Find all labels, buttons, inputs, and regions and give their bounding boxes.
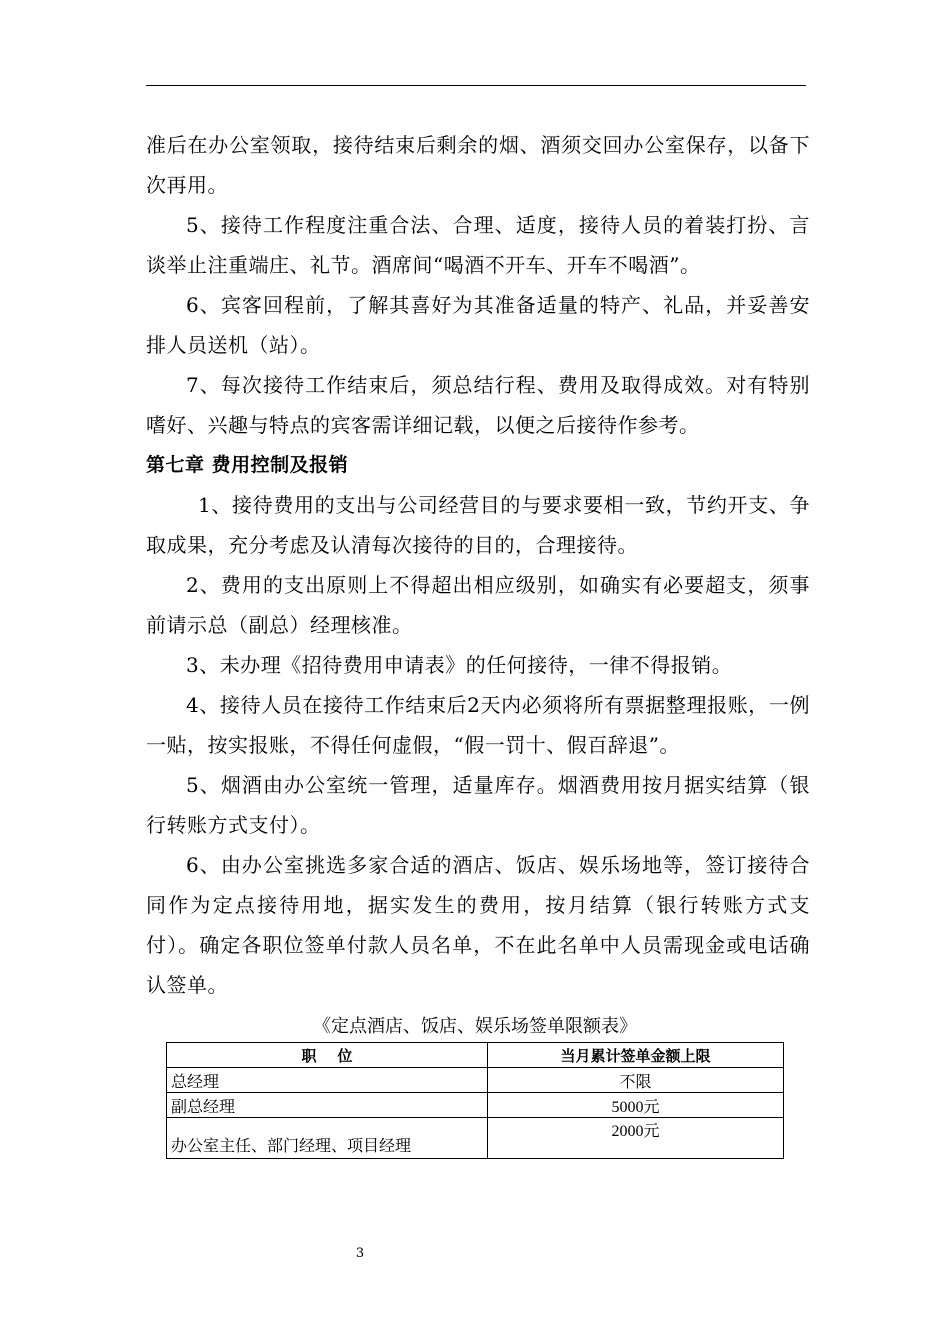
paragraph: 4、接待人员在接待工作结束后2天内必须将所有票据整理报账，一例一贴，按实报账，不得任何虚假，“假一罚十、假百辞退”。 xyxy=(146,693,810,757)
cell-limit: 5000元 xyxy=(488,1093,784,1118)
cell-limit: 2000元 xyxy=(488,1118,784,1159)
paragraph: 5、烟酒由办公室统一管理，适量库存。烟酒费用按月据实结算（银行转账方式支付）。 xyxy=(146,773,810,837)
cell-position: 办公室主任、部门经理、项目经理 xyxy=(167,1118,488,1159)
table-row xyxy=(167,1118,784,1159)
paragraph: 准后在办公室领取，接待结束后剩余的烟、酒须交回办公室保存，以备下次再用。 xyxy=(146,133,810,197)
header-limit: 当月累计签单金额上限 xyxy=(488,1043,784,1068)
paragraph: 1、接待费用的支出与公司经营目的与要求要相一致，节约开支、争取成果，充分考虑及认清每次接待的目的，合理接待。 xyxy=(146,493,810,557)
chapter-title: 第七章 费用控制及报销 xyxy=(146,454,349,476)
document-body xyxy=(146,125,810,1005)
header-rule xyxy=(146,85,806,86)
table-row xyxy=(167,1093,784,1118)
cell-limit: 不限 xyxy=(488,1068,784,1093)
paragraph: 6、宾客回程前，了解其喜好为其准备适量的特产、礼品，并妥善安排人员送机（站）。 xyxy=(146,293,810,357)
table-row xyxy=(167,1068,784,1093)
cell-position: 总经理 xyxy=(167,1068,488,1093)
paragraph: 3、未办理《招待费用申请表》的任何接待，一律不得报销。 xyxy=(186,653,733,677)
table-caption: 《定点酒店、饭店、娱乐场签单限额表》 xyxy=(313,1016,637,1037)
paragraph: 7、每次接待工作结束后，须总结行程、费用及取得成效。对有特别嗜好、兴趣与特点的宾客需详细记载，以便之后接待作参考。 xyxy=(146,373,810,437)
signing-limit-table xyxy=(166,1042,784,1159)
table-header-row xyxy=(167,1043,784,1068)
cell-position: 副总经理 xyxy=(167,1093,488,1118)
paragraph: 2、费用的支出原则上不得超出相应级别，如确实有必要超支，须事前请示总（副总）经理核准。 xyxy=(146,573,810,637)
page-number: 3 xyxy=(355,1246,365,1261)
paragraph: 5、接待工作程度注重合法、合理、适度，接待人员的着装打扮、言谈举止注重端庄、礼节。酒席间“喝酒不开车、开车不喝酒”。 xyxy=(146,213,810,277)
paragraph: 6、由办公室挑选多家合适的酒店、饭店、娱乐场地等，签订接待合同作为定点接待用地，据实发生的费用，按月结算（银行转账方式支付）。确定各职位签单付款人员名单，不在此名单中人员需现金或电话确认签单。 xyxy=(146,853,810,997)
header-position: 职 位 xyxy=(167,1043,488,1068)
